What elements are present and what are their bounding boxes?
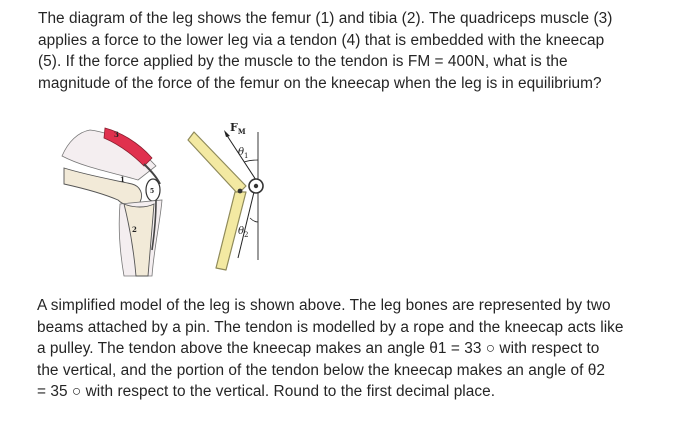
label-kneecap: 5 <box>150 188 155 195</box>
model-line-1: A simplified model of the leg is shown above. The leg bones are represented by two <box>37 297 611 314</box>
model-line-5: = 35 ○ with respect to the vertical. Round to the first decimal place. <box>37 383 496 400</box>
intro-line-4: magnitude of the force of the femur on the kneecap when the leg is in equilibrium? <box>38 74 602 92</box>
leg-model-figure <box>180 118 290 280</box>
knee-pin <box>238 189 243 194</box>
leg-model-drawing <box>180 118 290 280</box>
theta2-arc <box>250 218 258 222</box>
leg-anatomy-figure <box>60 118 182 278</box>
problem-statement <box>38 8 688 94</box>
model-line-3: a pulley. The tendon above the kneecap makes an angle θ1 = 33 ○ with respect to <box>37 340 600 357</box>
theta2-label: $\theta_2$ <box>238 226 249 239</box>
force-label: $F_M$ <box>230 121 246 136</box>
label-femur: 1 <box>120 175 125 184</box>
model-line-2: beams attached by a pin. The tendon is modelled by a rope and the kneecap acts like <box>37 318 624 336</box>
model-description <box>37 295 687 403</box>
leg-anatomy-drawing <box>60 118 182 278</box>
intro-line-3: (5). If the force applied by the muscle to the tendon is FM = 400N, what is the <box>38 53 568 70</box>
intro-line-2: applies a force to the lower leg via a tendon (4) that is embedded with the kneecap <box>38 31 605 49</box>
label-muscle: 3 <box>114 130 119 139</box>
pulley-axle <box>254 184 258 188</box>
theta1-arc <box>244 160 258 162</box>
label-tibia: 2 <box>132 225 137 234</box>
model-line-4: the vertical, and the portion of the tendon below the kneecap makes an angle of θ2 <box>37 361 605 379</box>
theta1-label: $\theta_1$ <box>238 147 249 160</box>
intro-line-1: The diagram of the leg shows the femur (1) and tibia (2). The quadriceps muscle (3) <box>38 10 613 27</box>
femur-beam <box>188 132 246 194</box>
